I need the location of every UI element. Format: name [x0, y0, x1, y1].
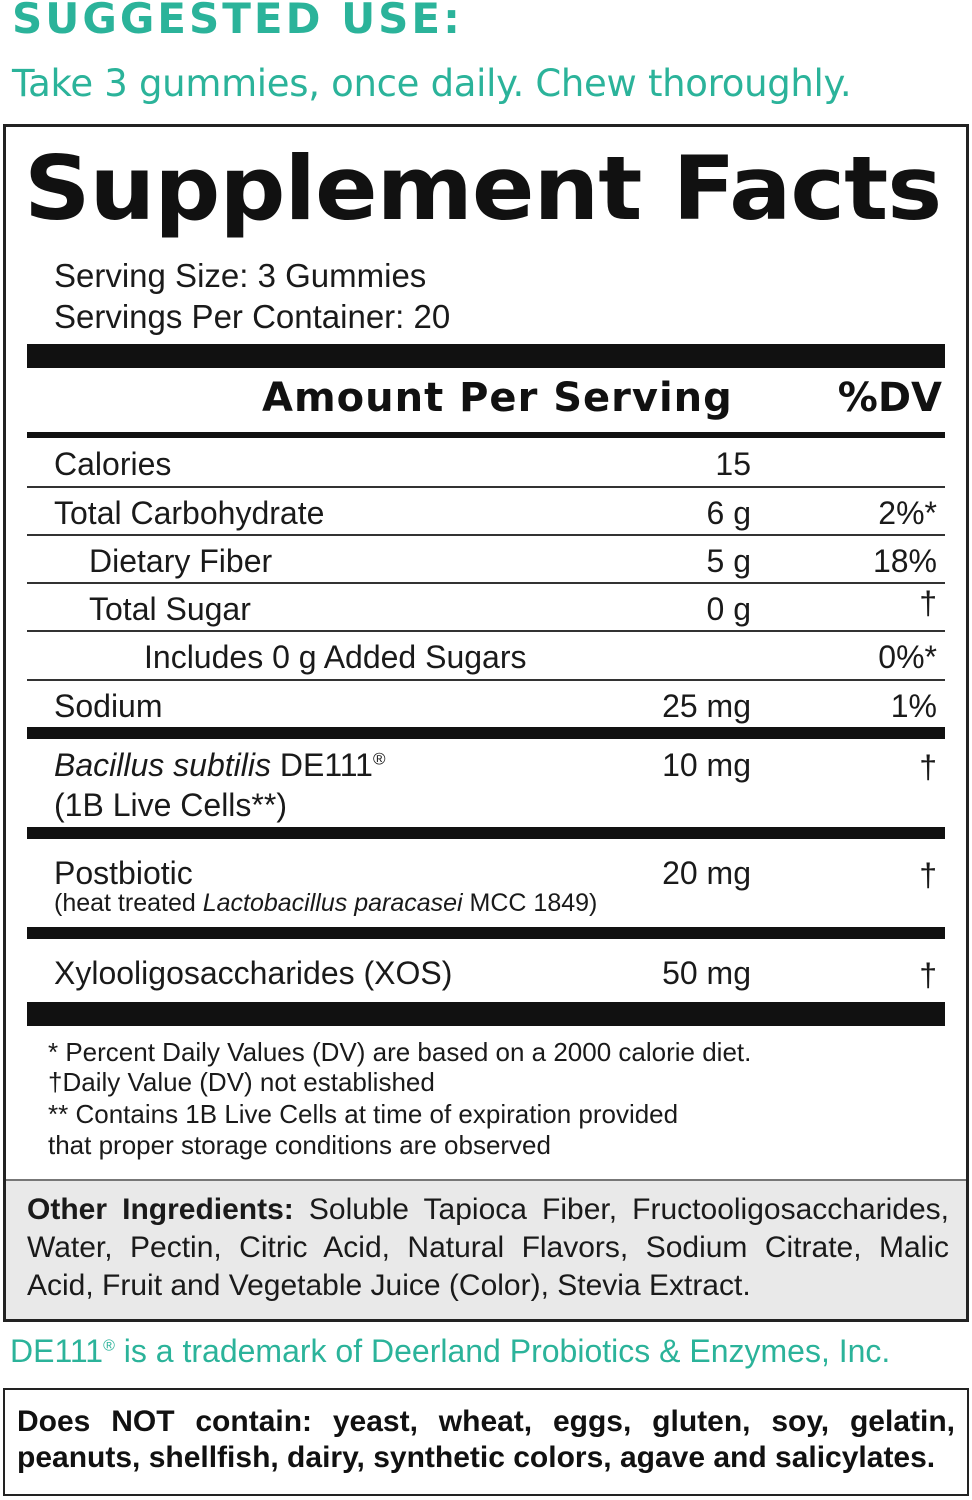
ingredient-row-bacillus [27, 739, 945, 827]
ingredient-name: Xylooligosaccharides (XOS) [54, 955, 453, 991]
subtext-italic: Lactobacillus paracasei [202, 889, 463, 917]
ingredient-dv: † [919, 749, 937, 785]
nutrient-row-total-sugar [27, 583, 945, 631]
other-ingredients-panel [6, 1179, 966, 1319]
does-not-contain-text: Does NOT contain: yeast, wheat, eggs, gluten, soy, gelatin, peanuts, shellfish, dairy, synthetic colors, agave and salicylates. [17, 1405, 955, 1474]
nutrient-amount: 5 g [706, 543, 751, 579]
facts-title: Supplement Facts [24, 137, 942, 240]
nutrient-row-total-carbohydrate [27, 487, 945, 535]
ingredient-row-xos [27, 947, 945, 995]
trademark-notice [10, 1333, 890, 1370]
ingredient-row-postbiotic [27, 847, 945, 927]
thick-divider [27, 1002, 945, 1026]
footnote-dagger: †Daily Value (DV) not established [48, 1067, 435, 1097]
other-ingredients-list: Soluble Tapioca Fiber, Fructooligosaccharides, Water, Pectin, Citric Acid, Natural Flavors, Sodium Citrate, Malic Acid, Fruit and Vegetable Juice (Color), Stevia Extract. [27, 1193, 949, 1302]
nutrient-name: Calories [54, 446, 172, 482]
nutrient-name: Total Carbohydrate [54, 495, 325, 531]
nutrient-row-sodium [27, 680, 945, 728]
ingredient-dv: † [919, 957, 937, 993]
ingredient-dv: † [919, 857, 937, 893]
section-divider [27, 727, 945, 739]
dv-header: %DV [837, 375, 942, 421]
nutrient-dv: 0%* [878, 639, 937, 675]
nutrient-name: Total Sugar [89, 591, 251, 627]
nutrient-amount: 25 mg [662, 688, 751, 724]
amount-per-serving-header: Amount Per Serving [262, 375, 733, 421]
trademark-text: is a trademark of Deerland Probiotics & Enzymes, Inc. [114, 1333, 891, 1369]
suggested-use-text: Take 3 gummies, once daily. Chew thoroughly. [12, 62, 852, 105]
nutrient-row-calories [27, 438, 945, 486]
does-not-contain-panel [3, 1388, 969, 1496]
nutrient-row-dietary-fiber [27, 535, 945, 583]
ingredient-amount: 50 mg [662, 955, 751, 991]
ingredient-name-italic: Bacillus subtilis [54, 747, 271, 783]
registered-mark: ® [103, 1337, 115, 1355]
nutrient-amount: 0 g [706, 591, 751, 627]
nutrient-name: Dietary Fiber [89, 543, 273, 579]
section-divider [27, 827, 945, 839]
footnote-live-cells: ** Contains 1B Live Cells at time of expiration provided [48, 1099, 679, 1129]
footnote-storage: that proper storage conditions are observed [48, 1130, 551, 1160]
section-divider [27, 927, 945, 939]
nutrient-amount: 6 g [706, 495, 751, 531]
ingredient-subtext: (1B Live Cells**) [54, 787, 287, 823]
nutrient-name: Sodium [54, 688, 163, 724]
servings-per-container: Servings Per Container: 20 [54, 298, 451, 335]
subtext-post: MCC 1849) [462, 889, 598, 917]
suggested-use-heading: SUGGESTED USE: [12, 0, 463, 43]
registered-mark: ® [372, 749, 386, 769]
supplement-facts-panel [3, 124, 969, 1322]
nutrient-row-added-sugars [27, 631, 945, 679]
ingredient-subtext [54, 889, 597, 918]
ingredient-name-rest: DE111 [270, 747, 373, 783]
thick-divider [27, 344, 945, 368]
other-ingredients-label: Other Ingredients: [27, 1193, 294, 1226]
ingredient-amount: 20 mg [662, 855, 751, 891]
nutrient-amount: 15 [715, 446, 751, 482]
nutrient-dv: 1% [890, 688, 937, 724]
footnote-dv: * Percent Daily Values (DV) are based on a 2000 calorie diet. [48, 1037, 752, 1067]
ingredient-name [54, 747, 385, 784]
nutrient-dv: 2%* [878, 495, 937, 531]
ingredient-amount: 10 mg [662, 747, 751, 783]
ingredient-name: Postbiotic [54, 855, 193, 891]
subtext-pre: (heat treated [54, 889, 203, 917]
trademark-brand: DE111 [10, 1333, 104, 1369]
nutrient-dv: 18% [872, 543, 937, 579]
other-ingredients [27, 1191, 949, 1305]
nutrient-dv: † [919, 585, 937, 621]
serving-size: Serving Size: 3 Gummies [54, 257, 427, 294]
nutrient-name: Includes 0 g Added Sugars [144, 639, 527, 675]
